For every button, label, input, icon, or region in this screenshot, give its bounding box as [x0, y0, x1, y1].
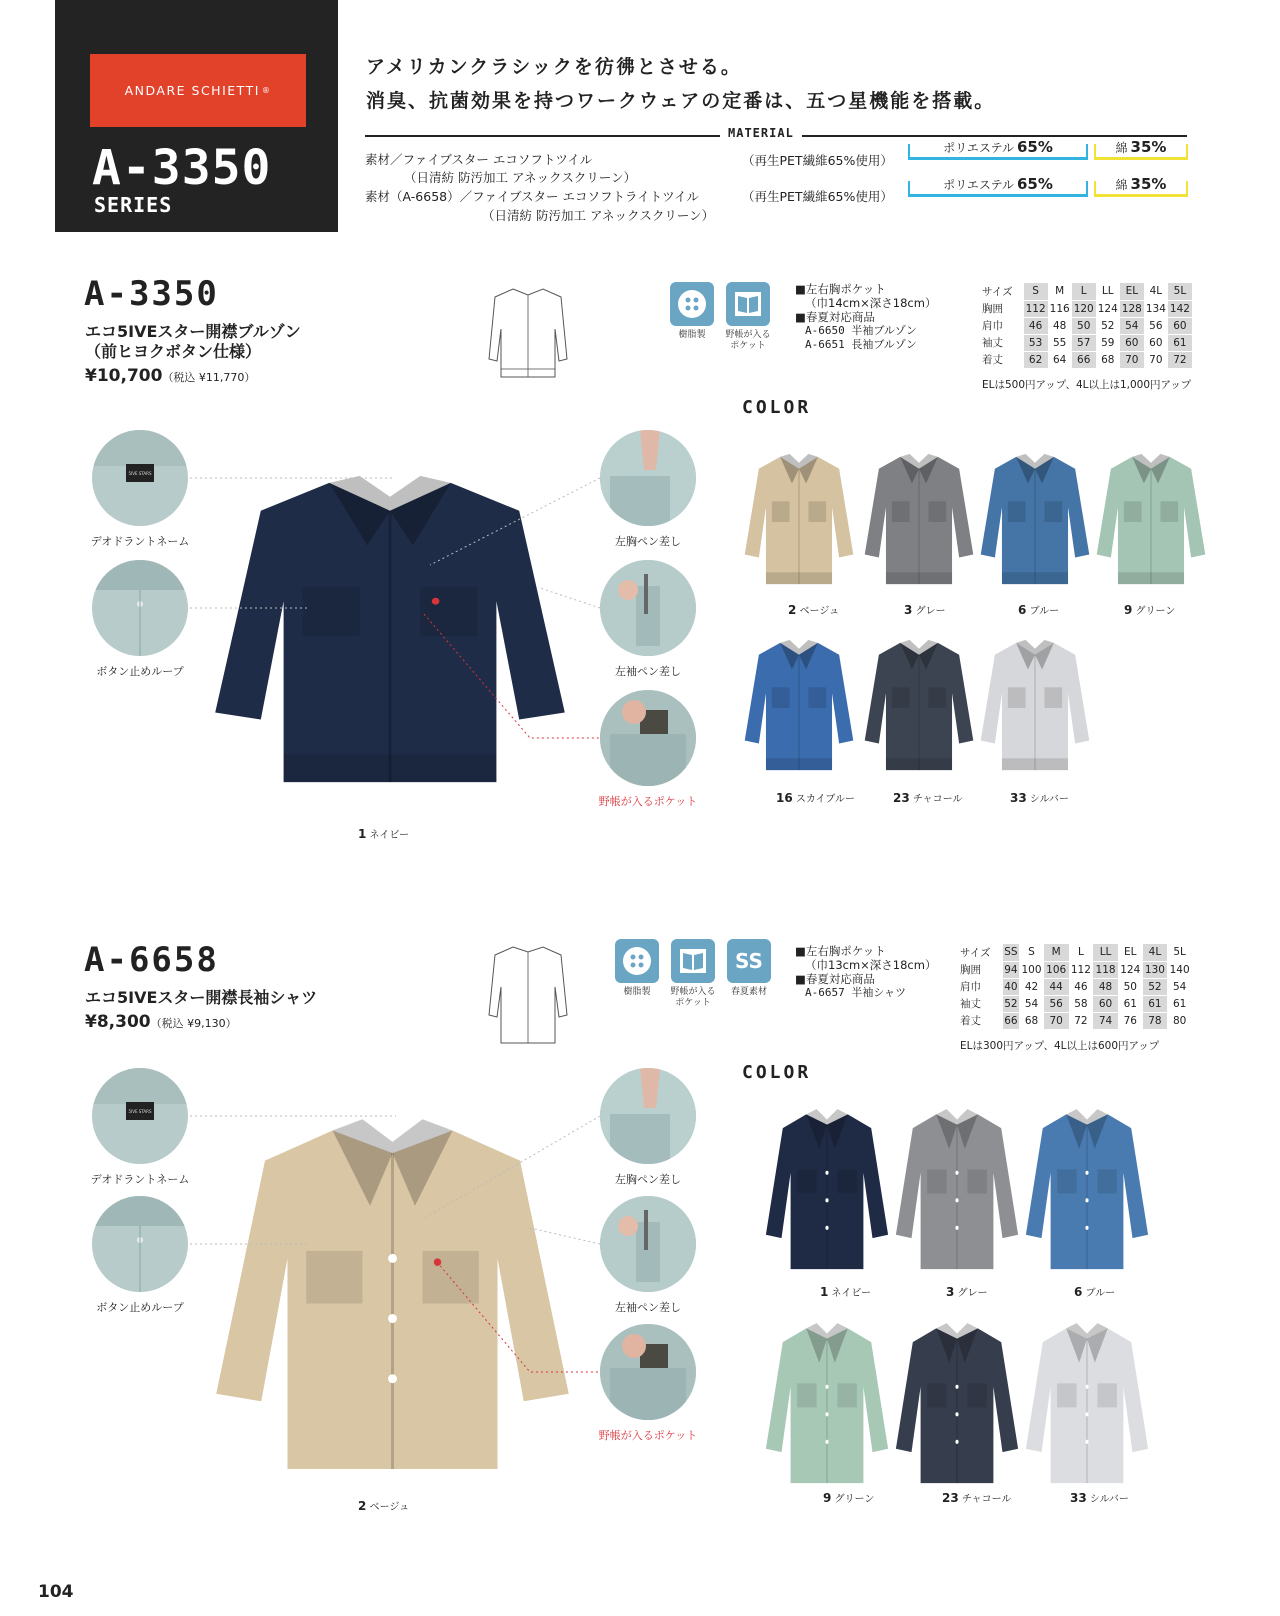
product-code: A-6658 [84, 940, 219, 980]
feature-list [795, 944, 936, 1000]
product-name-sub: （前ヒヨクボタン仕様） [85, 342, 262, 361]
color-variant-image [740, 634, 858, 782]
material-1-cotton: 綿 35% [1094, 144, 1188, 160]
resin-button-icon [615, 939, 659, 983]
resin-button-label: 樹脂製 [623, 987, 651, 997]
color-heading: COLOR [742, 397, 812, 418]
main-shirt-image [205, 1108, 580, 1484]
resin-button-label: 樹脂製 [678, 330, 706, 340]
notebook-pocket-label: 野帳が入る ポケット [670, 987, 716, 1008]
product-price: ¥8,300（税込 ¥9,130） [85, 1012, 237, 1032]
detail-chest-pen-slot [600, 430, 696, 526]
detail-button-loop [92, 560, 188, 656]
color-variant-image [1092, 448, 1210, 596]
color-variant-caption: 23 チャコール [942, 1491, 1012, 1505]
size-row: 胸囲 94 100 106 112 118 124 130 140 [960, 961, 1192, 978]
product-name: エコ5IVEスター開襟長袖シャツ [85, 988, 318, 1007]
color-variant-image [762, 1104, 892, 1276]
color-variant-caption: 16 スカイブルー [776, 791, 855, 805]
detail-notebook-pocket [600, 1324, 696, 1420]
detail-caption: 左胸ペン差し [615, 535, 681, 548]
color-variant-image [1022, 1104, 1152, 1276]
brand-name: ANDARE SCHIETTI [124, 83, 260, 98]
notebook-icon [671, 939, 715, 983]
color-variant-caption: 6 ブルー [1018, 603, 1060, 617]
jacket-flat-drawing [487, 285, 569, 389]
size-note: ELは300円アップ、4L以上は600円アップ [960, 1040, 1160, 1052]
feature-item: （巾14cm×深さ18cm） [805, 296, 937, 310]
size-row: 袖丈 52 54 56 58 60 61 61 61 [960, 995, 1192, 1012]
headline-line-1: アメリカンクラシックを彷彿とさせる。 [366, 56, 742, 78]
material-2-name: 素材（A-6658）／ファイブスター エコソフトライトツイル [365, 189, 699, 204]
color-variant-image [1022, 1318, 1152, 1490]
size-header-row: サイズ SS S M L LL EL 4L 5L [960, 944, 1192, 961]
product-name: エコ5IVEスター開襟ブルゾン [85, 322, 301, 341]
detail-chest-pen-slot [600, 1068, 696, 1164]
color-variant-image [976, 634, 1094, 782]
size-row: 胸囲 112 116 120 124 128 134 142 [982, 300, 1192, 317]
color-variant-image [860, 448, 978, 596]
color-variant-caption: 23 チャコール [893, 791, 963, 805]
detail-caption-highlight: 野帳が入るポケット [598, 795, 698, 808]
feature-item: ■左右胸ポケット [795, 282, 886, 296]
feature-item: ■左右胸ポケット [795, 944, 886, 958]
feature-item: A-6650 半袖ブルゾン [805, 324, 917, 337]
resin-button-icon [670, 282, 714, 326]
material-2-cotton: 綿 35% [1094, 181, 1188, 197]
feature-item: ■春夏対応商品 [795, 972, 875, 986]
size-row: 肩巾 46 48 50 52 54 56 60 [982, 317, 1192, 334]
spring-summer-label: 春夏素材 [730, 987, 767, 997]
material-2-finish: （日清紡 防汚加工 アネックスクリーン） [482, 208, 715, 223]
detail-sleeve-pen-slot [600, 1196, 696, 1292]
detail-caption: 左袖ペン差し [615, 665, 681, 678]
notebook-pocket-label: 野帳が入る ポケット [725, 330, 771, 351]
material-1-recycled: （再生PET繊維65%使用） [742, 153, 893, 168]
detail-sleeve-pen-slot [600, 560, 696, 656]
color-variant-image [762, 1318, 892, 1490]
material-2-recycled: （再生PET繊維65%使用） [742, 189, 893, 204]
feature-item: ■春夏対応商品 [795, 310, 875, 324]
size-row: 肩巾 40 42 44 46 48 50 52 54 [960, 978, 1192, 995]
color-variant-caption: 6 ブルー [1074, 1285, 1116, 1299]
color-variant-image [860, 634, 978, 782]
product-code: A-3350 [84, 274, 219, 314]
page-number: 104 [38, 1582, 74, 1602]
svg-text:5IVE STARS: 5IVE STARS [128, 471, 152, 476]
material-2-polyester: ポリエステル 65% [908, 181, 1088, 197]
detail-deodorant-tag [92, 430, 188, 526]
color-variant-caption: 2 ベージュ [788, 603, 840, 617]
feature-list [795, 282, 936, 352]
detail-caption: ボタン止めループ [96, 1301, 184, 1314]
size-row: 着丈 62 64 66 68 70 70 72 [982, 351, 1192, 368]
color-variant-caption: 3 グレー [946, 1285, 988, 1299]
color-variant-caption: 33 シルバー [1010, 791, 1069, 805]
feature-item: （巾13cm×深さ18cm） [805, 958, 937, 972]
feature-item: A-6657 半袖シャツ [805, 986, 907, 999]
product-price: ¥10,700（税込 ¥11,770） [85, 366, 256, 386]
detail-caption: 左胸ペン差し [615, 1173, 681, 1186]
detail-caption: 左袖ペン差し [615, 1301, 681, 1314]
detail-caption: デオドラントネーム [90, 535, 190, 548]
color-variant-image [892, 1104, 1022, 1276]
headline-line-2: 消臭、抗菌効果を持つワークウェアの定番は、五つ星機能を搭載。 [366, 90, 996, 112]
series-number: A-3350 [92, 140, 272, 196]
main-color-caption: 1 ネイビー [358, 827, 409, 841]
color-variant-image [892, 1318, 1022, 1490]
size-row: 袖丈 53 55 57 59 60 60 61 [982, 334, 1192, 351]
material-1-finish: （日清紡 防汚加工 アネックスクリーン） [404, 170, 637, 185]
color-variant-caption: 1 ネイビー [820, 1285, 871, 1299]
detail-button-loop [92, 1196, 188, 1292]
size-table [960, 944, 1192, 1030]
detail-notebook-pocket [600, 690, 696, 786]
color-variant-caption: 33 シルバー [1070, 1491, 1129, 1505]
material-1-polyester: ポリエステル 65% [908, 144, 1088, 160]
notebook-icon [726, 282, 770, 326]
size-table [982, 283, 1192, 369]
color-variant-caption: 9 グリーン [823, 1491, 875, 1505]
detail-caption: デオドラントネーム [90, 1173, 190, 1186]
size-row: 着丈 66 68 70 72 74 76 78 80 [960, 1012, 1192, 1029]
color-variant-image [976, 448, 1094, 596]
detail-caption: ボタン止めループ [96, 665, 184, 678]
color-variant-caption: 3 グレー [904, 603, 946, 617]
color-heading: COLOR [742, 1062, 812, 1083]
detail-deodorant-tag [92, 1068, 188, 1164]
material-1-name: 素材／ファイブスター エコソフトツイル [365, 152, 593, 167]
feature-item: A-6651 長袖ブルゾン [805, 338, 917, 351]
ss-icon: SS [727, 939, 771, 983]
series-label: SERIES [94, 193, 173, 217]
detail-caption-highlight: 野帳が入るポケット [598, 1429, 698, 1442]
size-header-row: サイズ S M L LL EL 4L 5L [982, 283, 1192, 300]
size-note: ELは500円アップ、4L以上は1,000円アップ [982, 379, 1192, 391]
main-color-caption: 2 ベージュ [358, 1499, 410, 1513]
shirt-flat-drawing [487, 943, 569, 1047]
brand-logo: ANDARE SCHIETTI ® [90, 54, 306, 127]
main-jacket-image [200, 462, 580, 810]
color-variant-caption: 9 グリーン [1124, 603, 1176, 617]
material-heading: MATERIAL [720, 126, 802, 140]
svg-text:5IVE STARS: 5IVE STARS [128, 1109, 152, 1114]
color-variant-image [740, 448, 858, 596]
